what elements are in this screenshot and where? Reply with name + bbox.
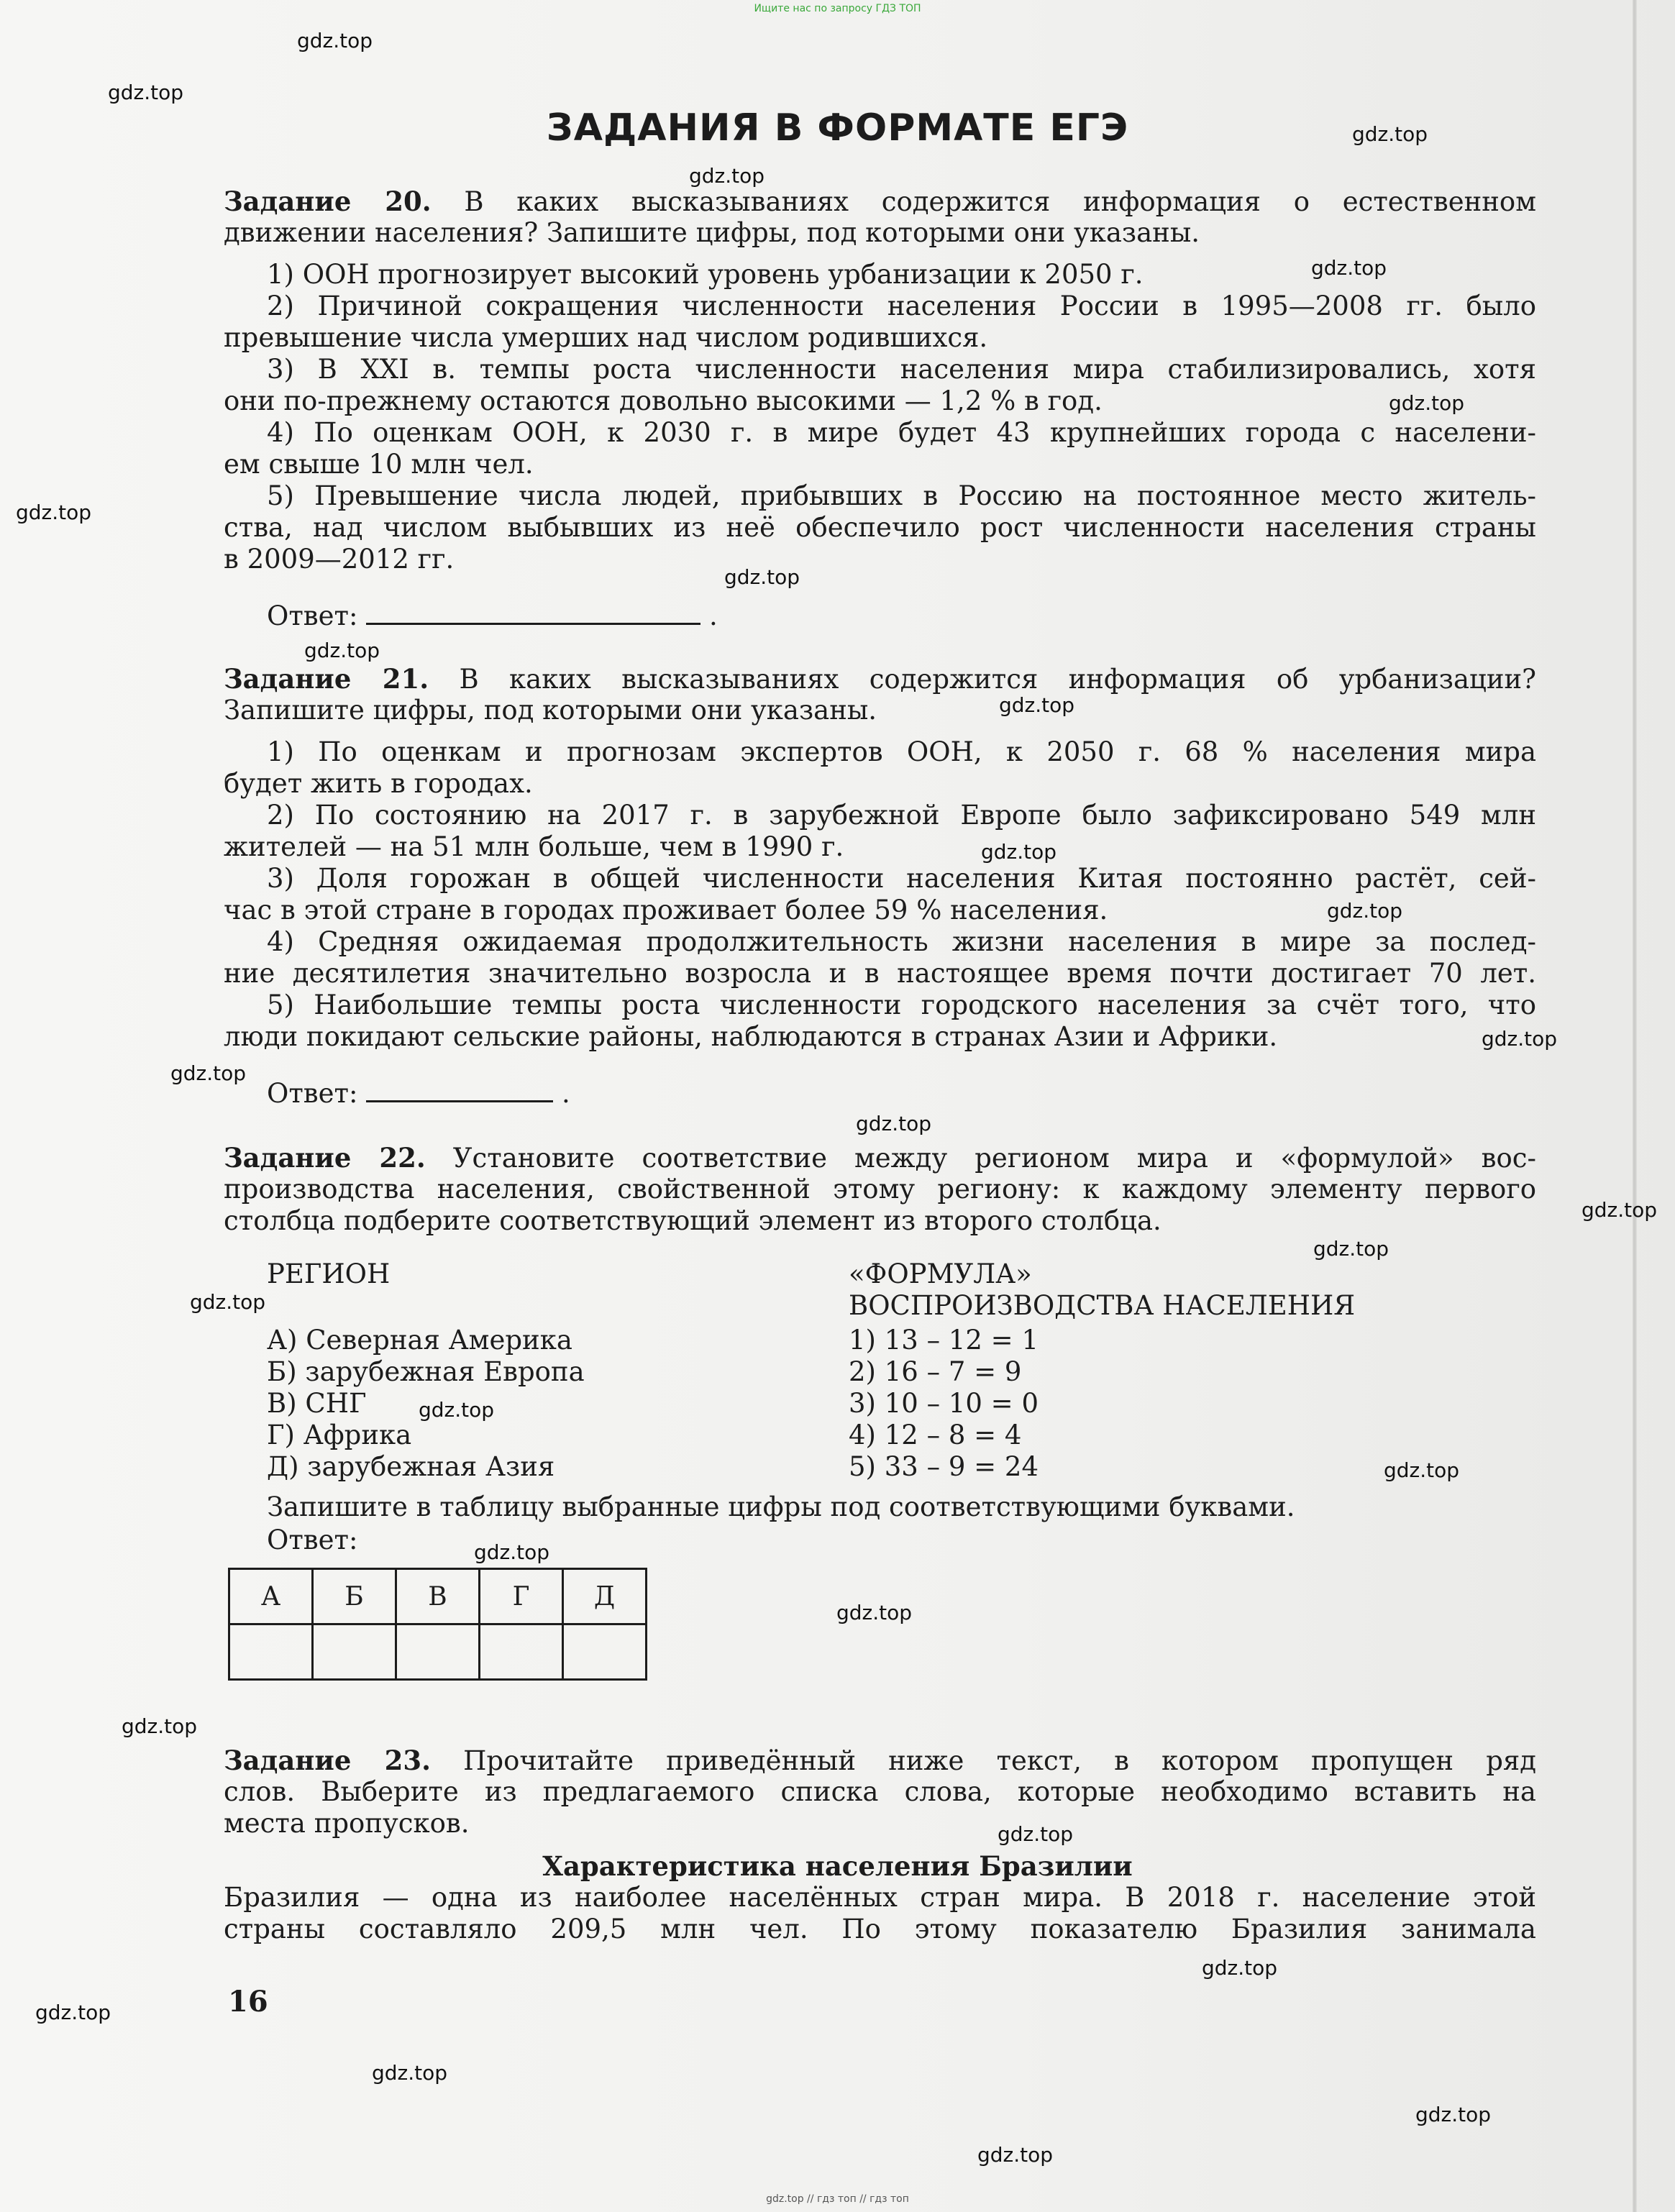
formula-column-header-2: ВОСПРОИЗВОДСТВА НАСЕЛЕНИЯ: [849, 1290, 1356, 1321]
region-item: Г) Африка: [267, 1420, 412, 1450]
task22-question-line2: производства населения, свойственной этому региону: к каждому элементу первого: [224, 1174, 1536, 1205]
watermark: gdz.top: [977, 2143, 1054, 2167]
answer-cell-c[interactable]: [396, 1624, 480, 1680]
watermark: gdz.top: [372, 2061, 448, 2085]
task20-answer-blank[interactable]: [366, 598, 700, 625]
table-header-cell: Г: [480, 1569, 563, 1624]
watermark: gdz.top: [419, 1398, 495, 1422]
watermark: gdz.top: [122, 1714, 198, 1738]
watermark: gdz.top: [1482, 1027, 1558, 1051]
region-item: А) Северная Америка: [267, 1325, 572, 1356]
text-subtitle: Характеристика населения Бразилии: [542, 1850, 1133, 1882]
task21-statement-5: 5) Наибольшие темпы роста численности городского населения за счёт того, что: [267, 990, 1536, 1020]
task20-statement-4: 4) По оценкам ООН, к 2030 г. в мире будет 43 крупнейших города с населени-: [267, 417, 1536, 448]
watermark: gdz.top: [856, 1112, 932, 1135]
formula-item: 5) 33 – 9 = 24: [849, 1451, 1039, 1482]
task21-statement-3: 3) Доля горожан в общей численности населения Китая постоянно растёт, сей-: [267, 863, 1536, 894]
formula-item: 4) 12 – 8 = 4: [849, 1420, 1022, 1450]
region-column-header: РЕГИОН: [267, 1258, 391, 1289]
answer-cell-b[interactable]: [313, 1624, 396, 1680]
footer-note: gdz.top // гдз топ // гдз топ: [766, 2193, 909, 2205]
task20-statement-3: 3) В XXI в. темпы роста численности населения мира стабилизировались, хотя: [267, 354, 1536, 385]
task20-question-line1: Задание 20. В каких высказываниях содержится информация о естественном: [224, 186, 1536, 217]
task23-question-line3: места пропусков.: [224, 1808, 470, 1839]
task20-statement-5-end: в 2009—2012 гг.: [224, 544, 455, 575]
watermark: gdz.top: [1352, 122, 1428, 146]
task21-statement-2-cont: жителей — на 51 млн больше, чем в 1990 г.: [224, 831, 844, 862]
table-header-cell: Д: [563, 1569, 647, 1624]
formula-item: 1) 13 – 12 = 1: [849, 1325, 1039, 1356]
watermark: gdz.top: [981, 840, 1057, 864]
table-header-cell: Б: [313, 1569, 396, 1624]
watermark: gdz.top: [190, 1290, 266, 1314]
task20-statement-2: 2) Причиной сокращения численности населения России в 1995—2008 гг. было: [267, 291, 1536, 321]
watermark: gdz.top: [108, 81, 184, 104]
answer-cell-d[interactable]: [480, 1624, 563, 1680]
watermark: gdz.top: [1311, 256, 1387, 280]
task20-statement-4-cont: ем свыше 10 млн чел.: [224, 449, 534, 480]
task22-label: Задание 22.: [224, 1142, 426, 1174]
watermark: gdz.top: [1384, 1458, 1460, 1482]
watermark: gdz.top: [724, 565, 800, 589]
watermark: gdz.top: [16, 501, 92, 524]
region-item: Д) зарубежная Азия: [267, 1451, 555, 1482]
task21-statement-5-cont: люди покидают сельские районы, наблюдаются в странах Азии и Африки.: [224, 1021, 1278, 1052]
task20-statement-2-cont: превышение числа умерших над числом родившихся.: [224, 322, 988, 353]
task22-answer-label: Ответ:: [267, 1525, 358, 1555]
task20-statement-5-cont: ства, над числом выбывших из неё обеспечило рост численности населения страны: [224, 512, 1536, 543]
task22-instruction: Запишите в таблицу выбранные цифры под соответствующими буквами.: [267, 1491, 1295, 1522]
task23-text-line1: Бразилия — одна из наиболее населённых стран мира. В 2018 г. население этой: [224, 1882, 1536, 1913]
formula-item: 3) 10 – 10 = 0: [849, 1388, 1039, 1419]
watermark: gdz.top: [297, 29, 373, 52]
task21-statement-4-cont: ние десятилетия значительно возросла и в настоящее время почти достигает 70 лет.: [224, 958, 1536, 989]
task22-question-line3: столбца подберите соответствующий элемент из второго столбца.: [224, 1205, 1161, 1236]
formula-item: 2) 16 – 7 = 9: [849, 1356, 1022, 1387]
table-header-cell: А: [229, 1569, 313, 1624]
region-item: Б) зарубежная Европа: [267, 1356, 585, 1387]
table-header-row: [229, 1569, 647, 1624]
task20-statement-3-cont: они по-прежнему остаются довольно высокими — 1,2 % в год.: [224, 385, 1103, 416]
table-header-cell: В: [396, 1569, 480, 1624]
table-answer-row: [229, 1624, 647, 1680]
watermark: gdz.top: [170, 1061, 247, 1085]
watermark: gdz.top: [689, 164, 765, 188]
watermark: gdz.top: [1415, 2103, 1492, 2126]
task21-question-line2: Запишите цифры, под которыми они указаны.: [224, 695, 877, 726]
answer-cell-a[interactable]: [229, 1624, 313, 1680]
task20-statement-1: 1) ООН прогнозирует высокий уровень урбанизации к 2050 г.: [267, 259, 1144, 290]
watermark: gdz.top: [998, 1822, 1074, 1846]
task23-label: Задание 23.: [224, 1745, 431, 1776]
formula-column-header-1: «ФОРМУЛА»: [849, 1258, 1032, 1289]
watermark: gdz.top: [999, 693, 1075, 717]
task21-label: Задание 21.: [224, 663, 429, 695]
watermark: gdz.top: [1389, 391, 1465, 415]
task21-statement-2: 2) По состоянию на 2017 г. в зарубежной Европе было зафиксировано 549 млн: [267, 800, 1536, 831]
task20-question-line2: движении населения? Запишите цифры, под которыми они указаны.: [224, 217, 1200, 248]
task21-answer: Ответ: .: [267, 1076, 570, 1110]
task20-label: Задание 20.: [224, 186, 432, 217]
task21-answer-blank[interactable]: [366, 1076, 553, 1102]
task22-question-line1: Задание 22. Установите соответствие между регионом мира и «формулой» вос-: [224, 1142, 1536, 1174]
region-item: В) СНГ: [267, 1388, 367, 1419]
task20-answer: Ответ: .: [267, 598, 718, 632]
task20-statement-5: 5) Превышение числа людей, прибывших в Россию на постоянное место житель-: [267, 480, 1536, 511]
task23-question-line1: Задание 23. Прочитайте приведённый ниже текст, в котором пропущен ряд: [224, 1745, 1536, 1776]
watermark: gdz.top: [1313, 1237, 1389, 1261]
watermark: gdz.top: [474, 1540, 550, 1564]
header-note: Ищите нас по запросу ГДЗ ТОП: [754, 3, 921, 14]
task21-statement-1-cont: будет жить в городах.: [224, 768, 533, 799]
task22-answer-table: [228, 1568, 647, 1681]
answer-cell-e[interactable]: [563, 1624, 647, 1680]
watermark: gdz.top: [304, 639, 380, 662]
page-number: 16: [228, 1985, 268, 2019]
watermark: gdz.top: [1582, 1198, 1658, 1222]
watermark: gdz.top: [1202, 1956, 1278, 1980]
watermark: gdz.top: [1327, 899, 1403, 923]
task21-statement-1: 1) По оценкам и прогнозам экспертов ООН, к 2050 г. 68 % населения мира: [267, 736, 1536, 767]
task21-question-line1: Задание 21. В каких высказываниях содержится информация об урбанизации?: [224, 663, 1536, 695]
task23-question-line2: слов. Выберите из предлагаемого списка слова, которые необходимо вставить на: [224, 1776, 1536, 1807]
watermark: gdz.top: [836, 1601, 913, 1624]
page-title: ЗАДАНИЯ В ФОРМАТЕ ЕГЭ: [546, 106, 1129, 150]
task23-text-line2: страны составляло 209,5 млн чел. По этому показателю Бразилия занимала: [224, 1914, 1536, 1944]
watermark: gdz.top: [35, 2001, 111, 2024]
task21-statement-4: 4) Средняя ожидаемая продолжительность жизни населения в мире за послед-: [267, 926, 1536, 957]
task21-statement-3-cont: час в этой стране в городах проживает более 59 % населения.: [224, 895, 1108, 926]
